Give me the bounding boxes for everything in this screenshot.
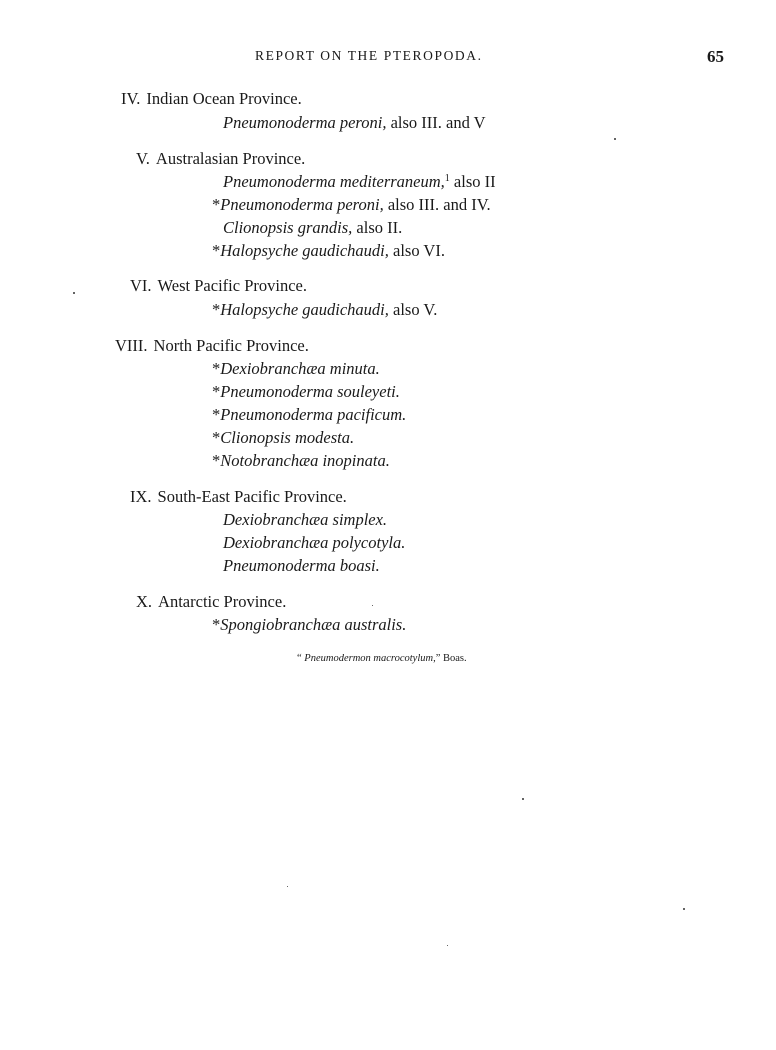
page-number: 65 — [707, 47, 724, 66]
species-name: Pneumonoderma souleyeti. — [220, 382, 400, 401]
species-entry — [212, 382, 400, 402]
species-name: Pneumonoderma pacificum. — [220, 405, 407, 424]
footnote-open-quote: “ — [297, 653, 305, 664]
province-name: Indian Ocean Province. — [146, 89, 302, 108]
scan-speck — [287, 886, 288, 887]
species-note: also II — [449, 172, 496, 191]
province-numeral: VIII. — [115, 336, 148, 355]
species-name: Spongiobranchæa australis. — [220, 615, 407, 634]
species-entry — [212, 195, 491, 215]
star-mark: * — [212, 300, 221, 319]
province-numeral: V. — [136, 149, 150, 168]
star-mark: * — [212, 428, 221, 447]
running-title: REPORT ON THE PTEROPODA. — [255, 48, 483, 63]
province-name: Australasian Province. — [155, 149, 306, 168]
province-heading — [136, 149, 305, 169]
star-mark: * — [212, 615, 221, 634]
province-heading — [115, 336, 309, 356]
footnote — [297, 653, 467, 664]
species-entry — [212, 300, 437, 320]
species-note: also VI. — [388, 241, 445, 260]
province-numeral: VI. — [130, 276, 152, 295]
species-name: Pneumonoderma peroni, — [223, 113, 387, 132]
species-entry — [223, 113, 486, 133]
scan-speck — [447, 945, 448, 946]
scan-speck — [614, 138, 616, 140]
species-name: Clionopsis grandis, — [223, 218, 353, 237]
species-name: Dexiobranchæa polycotyla. — [223, 533, 406, 552]
species-note: also III. and IV. — [383, 195, 491, 214]
province-numeral: X. — [136, 592, 153, 611]
scan-speck — [522, 798, 524, 800]
species-entry — [223, 172, 496, 192]
star-mark: * — [212, 359, 221, 378]
province-name: West Pacific Province. — [157, 276, 307, 295]
species-note: also III. and V — [386, 113, 486, 132]
species-entry — [223, 218, 402, 238]
footnote-attribution: ” Boas. — [435, 653, 467, 664]
species-name: Pneumonoderma peroni, — [220, 195, 384, 214]
species-name: Dexiobranchæa minuta. — [220, 359, 380, 378]
province-heading — [121, 89, 302, 109]
star-mark: * — [212, 195, 221, 214]
species-entry — [212, 428, 354, 448]
species-name: Halopsyche gaudichaudi, — [220, 241, 389, 260]
scan-speck — [73, 292, 75, 294]
scan-speck — [372, 605, 373, 606]
species-entry — [223, 510, 387, 530]
province-name: North Pacific Province. — [153, 336, 309, 355]
province-numeral: IX. — [130, 487, 152, 506]
star-mark: * — [212, 405, 221, 424]
species-entry — [223, 533, 405, 553]
species-entry — [212, 405, 406, 425]
species-name: Dexiobranchæa simplex. — [223, 510, 388, 529]
species-name: Notobranchæa inopinata. — [220, 451, 390, 470]
star-mark: * — [212, 382, 221, 401]
province-name: Antarctic Province. — [158, 592, 287, 611]
province-heading — [136, 592, 286, 612]
species-entry — [212, 359, 380, 379]
species-name: Halopsyche gaudichaudi, — [220, 300, 389, 319]
species-note: also V. — [388, 300, 438, 319]
star-mark: * — [212, 241, 221, 260]
province-heading — [130, 276, 307, 296]
species-name: Clionopsis modesta. — [220, 428, 355, 447]
footnote-species-name: Pneumodermon macrocotylum, — [304, 653, 436, 664]
species-name: Pneumonoderma boasi. — [223, 556, 380, 575]
species-name: Pneumonoderma mediterraneum, — [223, 172, 445, 191]
scan-speck — [683, 908, 685, 910]
species-entry — [212, 615, 406, 635]
species-entry — [212, 241, 445, 261]
star-mark: * — [212, 451, 221, 470]
species-entry — [212, 451, 390, 471]
province-heading — [130, 487, 347, 507]
species-entry — [223, 556, 380, 576]
footnote-mark: 1 — [444, 173, 450, 184]
province-name: South-East Pacific Province. — [157, 487, 347, 506]
species-note: also II. — [352, 218, 403, 237]
province-numeral: IV. — [121, 89, 141, 108]
